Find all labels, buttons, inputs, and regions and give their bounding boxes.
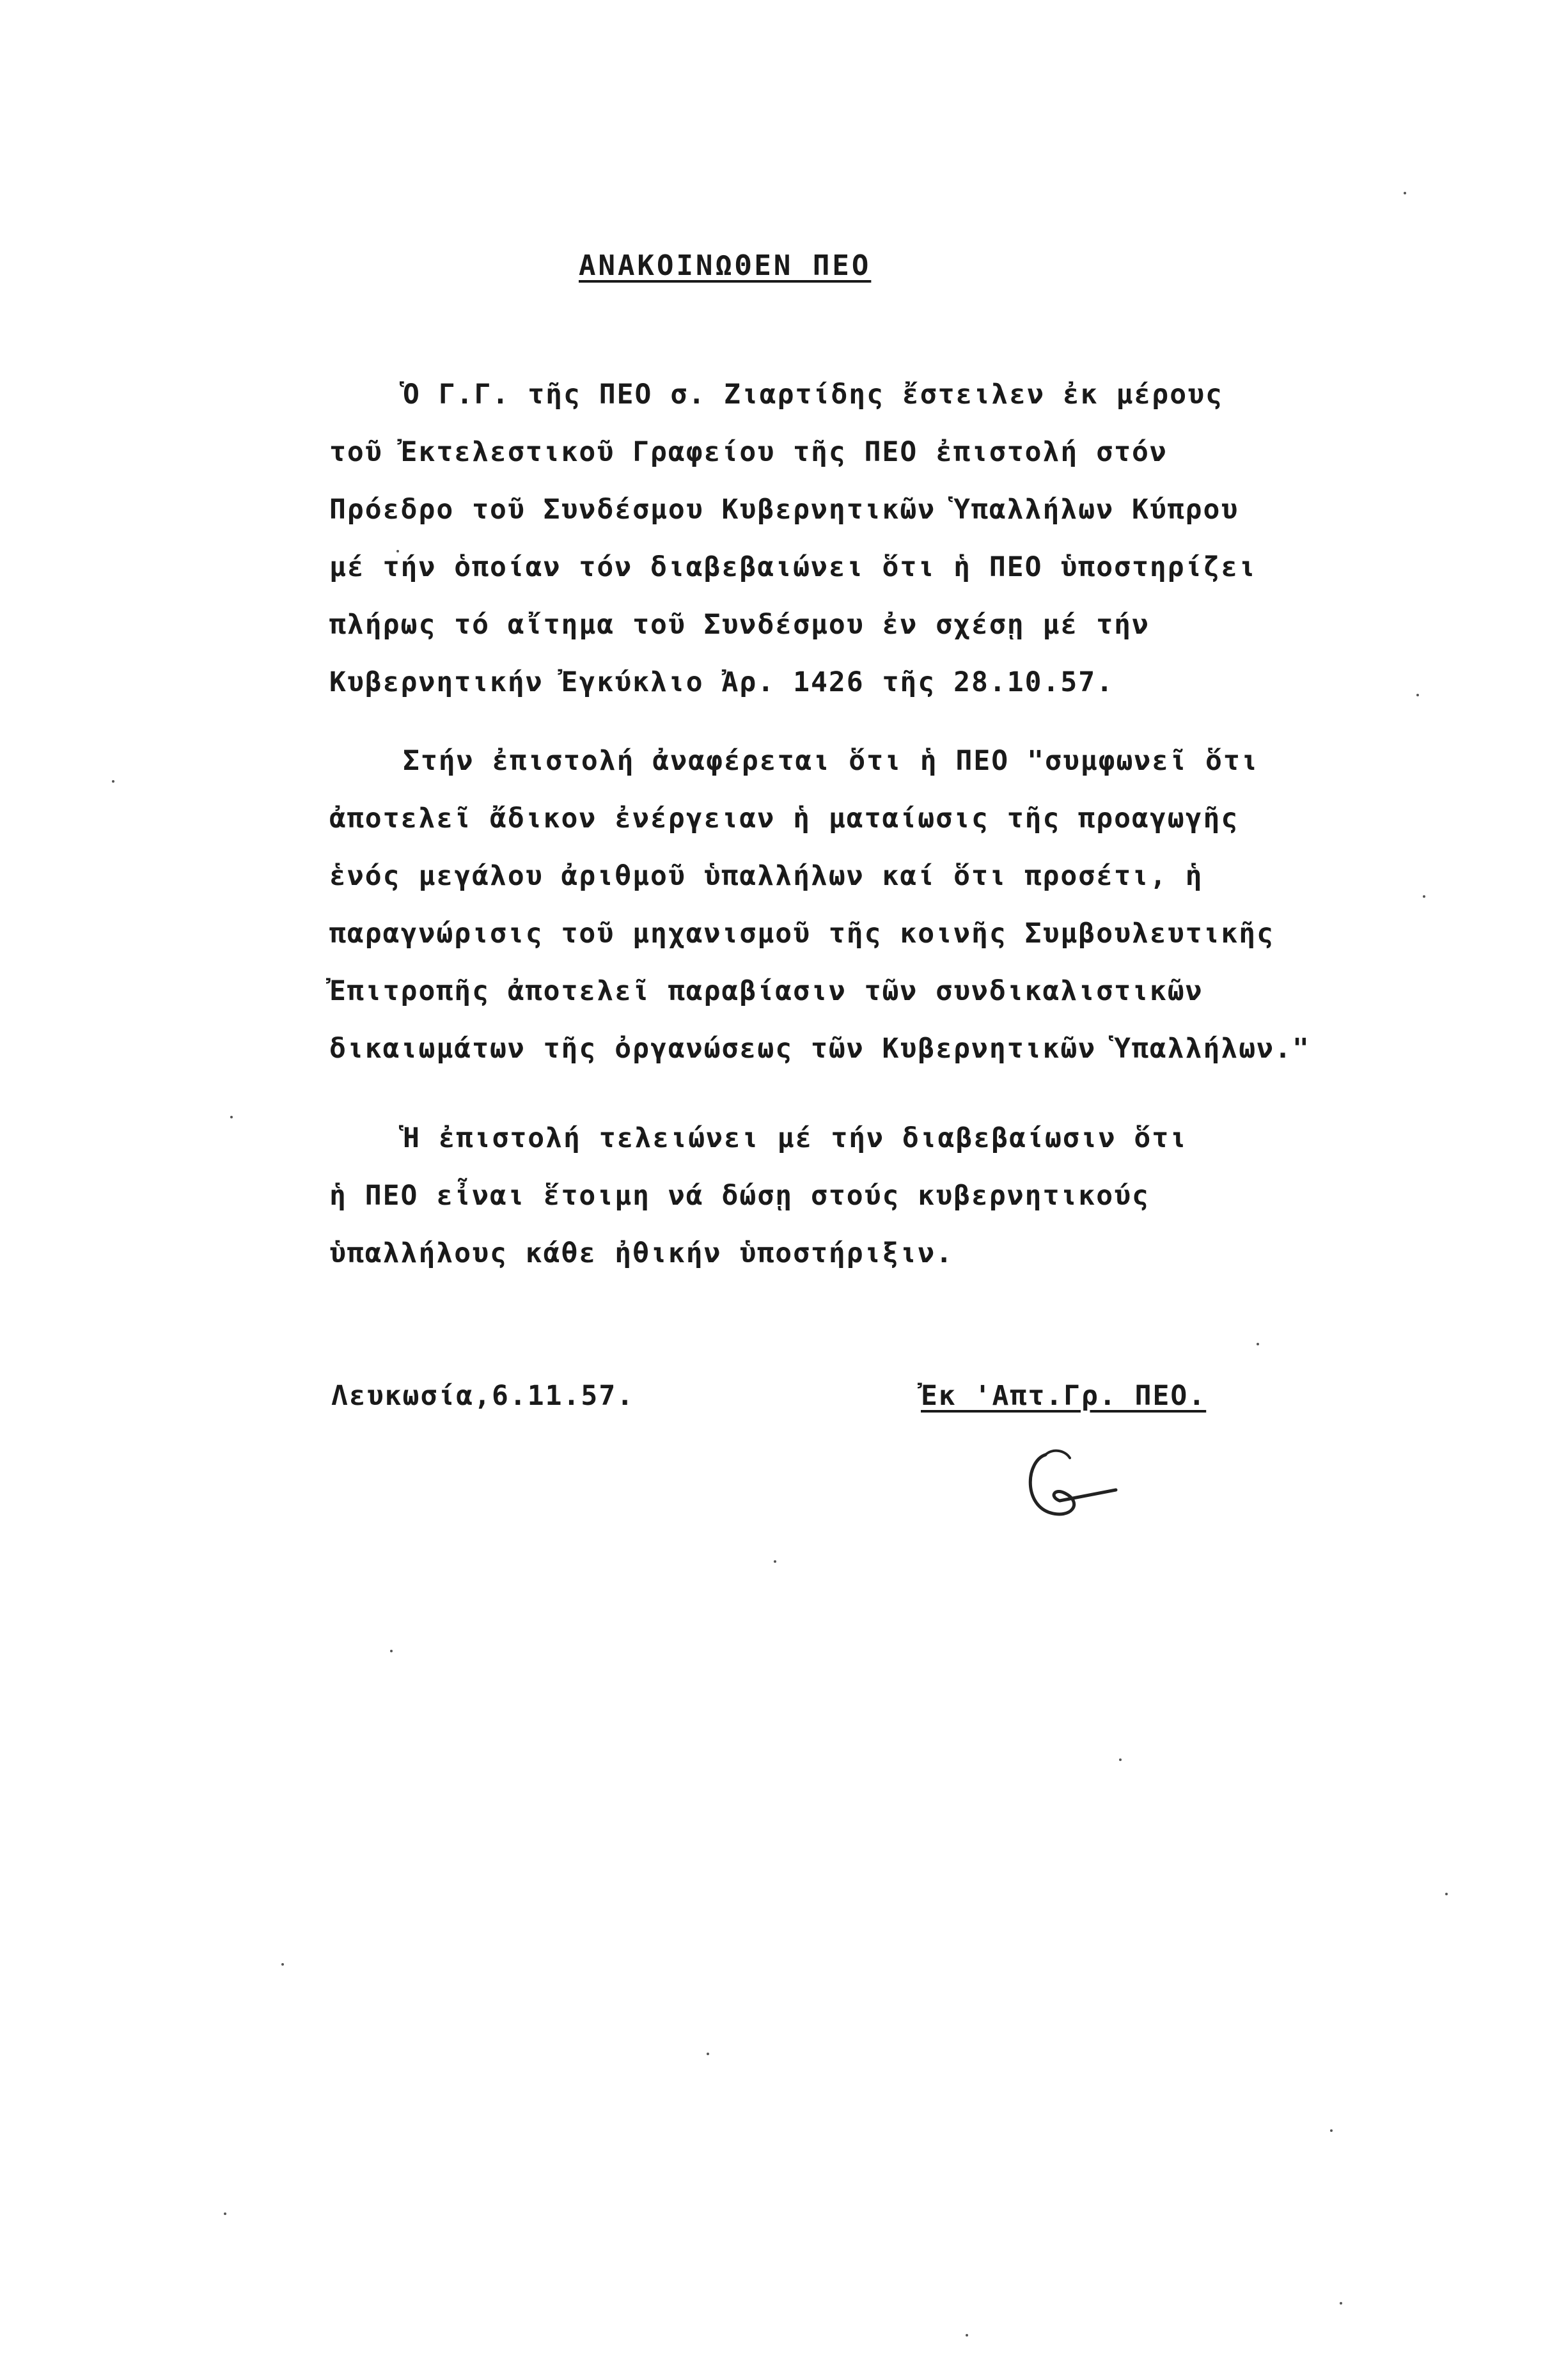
document-title: ΑΝΑΚΟΙΝΩΘΕΝ ΠΕΟ xyxy=(579,249,872,282)
text-line: ἀποτελεῖ ἄδικον ἐνέργειαν ἡ ματαίωσις τῆς προαγωγῆς xyxy=(329,802,1239,834)
text-line: τοῦ Ἐκτελεστικοῦ Γραφείου τῆς ΠΕΟ ἐπιστολή στόν xyxy=(329,436,1168,468)
handwritten-signature xyxy=(1020,1442,1122,1531)
text-line: μέ τήν ὁποίαν τόν διαβεβαιώνει ὅτι ἡ ΠΕΟ ὑποστηρίζει xyxy=(329,551,1257,583)
text-line: Ὁ Γ.Γ. τῆς ΠΕΟ σ. Ζιαρτίδης ἔστειλεν ἐκ μέρους xyxy=(403,379,1223,411)
text-line: Ἐπιτροπῆς ἀποτελεῖ παραβίασιν τῶν συνδικαλιστικῶν xyxy=(329,975,1203,1007)
place-date: Λευκωσία,6.11.57. xyxy=(331,1380,635,1412)
text-line: ἑνός μεγάλου ἀριθμοῦ ὑπαλλήλων καί ὅτι προσέτι, ἡ xyxy=(329,860,1203,892)
signature-line: Ἐκ 'Απτ.Γρ. ΠΕΟ. xyxy=(921,1380,1207,1412)
text-line: παραγνώρισις τοῦ μηχανισμοῦ τῆς κοινῆς Συμβουλευτικῆς xyxy=(329,918,1275,950)
text-line: Στήν ἐπιστολή ἀναφέρεται ὅτι ἡ ΠΕΟ "συμφωνεῖ ὅτι xyxy=(403,745,1259,777)
text-line: πλήρως τό αἴτημα τοῦ Συνδέσμου ἐν σχέσῃ μέ τήν xyxy=(329,609,1150,641)
text-line: Κυβερνητικήν Ἐγκύκλιο Ἀρ. 1426 τῆς 28.10.57. xyxy=(329,666,1115,698)
paragraph-3 xyxy=(329,1109,1391,1282)
text-line: ἡ ΠΕΟ εἶναι ἕτοιμη νά δώσῃ στούς κυβερνητικούς xyxy=(329,1180,1150,1212)
text-line: Πρόεδρο τοῦ Συνδέσμου Κυβερνητικῶν Ὑπαλλήλων Κύπρου xyxy=(329,494,1239,526)
text-line: δικαιωμάτων τῆς ὀργανώσεως τῶν Κυβερνητικῶν Ὑπαλλήλων." xyxy=(329,1033,1310,1065)
paragraph-1 xyxy=(329,366,1391,711)
text-line: Ἡ ἐπιστολή τελειώνει μέ τήν διαβεβαίωσιν ὅτι xyxy=(403,1122,1188,1154)
paragraph-2 xyxy=(329,732,1391,1077)
text-line: ὑπαλλήλους κάθε ἠθικήν ὑποστήριξιν. xyxy=(329,1237,954,1269)
